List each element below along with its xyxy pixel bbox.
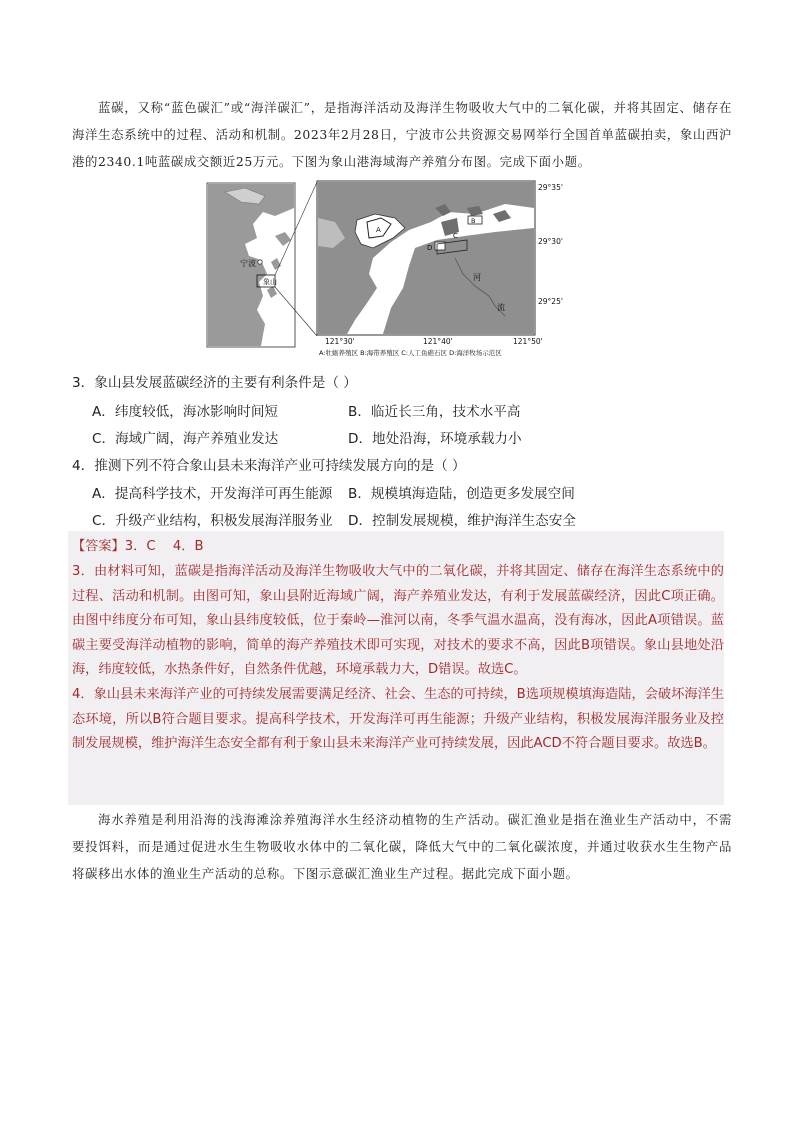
river-label-1: 河	[473, 273, 481, 282]
main-map	[317, 181, 535, 335]
question-4-option-d: D．控制发展规模，维护海洋生态安全	[348, 513, 576, 529]
inset-label-xiangshan: 象山	[263, 278, 277, 286]
intro-paragraph: 蓝碳，又称“蓝色碳汇”或“海洋碳汇”，是指海洋活动及海洋生物吸收大气中的二氧化碳，并将其固定、储存在海洋生态系统中的过程、活动和机制。2023年2月28日，宁波市公共资源交易网举行全国首单蓝碳拍卖，象山西沪港的2340.1吨蓝碳成交额近25万元。下图为象山港海域海产养殖分布图。完成下面小题。	[72, 100, 732, 169]
map-figure	[205, 178, 589, 362]
question-4-option-c: C．升级产业结构，积极发展海洋服务业	[92, 513, 333, 529]
question-3-option-b: B．临近长三角，技术水平高	[348, 404, 521, 420]
question-3-stem: 3．象山县发展蓝碳经济的主要有利条件是（ ）	[72, 375, 357, 391]
answer-explanation-3: 3．由材料可知，蓝碳是指海洋活动及海洋生物吸收大气中的二氧化碳，并将其固定、储存在海洋生态系统中的过程、活动和机制。由图可知，象山县附近海域广阔，海产养殖业发达，有利于发展蓝碳经济，因此C项正确。由图中纬度分布可知，象山县纬度较低，位于秦岭—淮河以南，冬季气温水温高，没有海冰，因此A项错误。蓝碳主要受海洋动植物的影响，简单的海产养殖技术即可实现，对技术的要求不高，因此B项错误。象山县地处沿海，纬度较低，水热条件好，自然条件优越，环境承载力大，D错误。故选C。	[72, 564, 724, 678]
question-3-option-d: D．地处沿海，环境承载力小	[348, 431, 522, 447]
question-3-option-c: C．海域广阔，海产养殖业发达	[92, 431, 279, 447]
question-4-option-a: A．提高科学技术，开发海洋可再生能源	[92, 486, 333, 502]
zone-label-a: A	[376, 226, 381, 234]
zone-label-b: B	[471, 217, 476, 225]
zone-label-d: D	[427, 244, 433, 252]
river-label-2: 流	[497, 303, 505, 312]
lon-label-3: 121°50'	[513, 337, 543, 346]
next-section-paragraph: 海水养殖是利用沿海的浅海滩涂养殖海洋水生经济动植物的生产活动。碳汇渔业是指在渔业生产活动中，不需要投饵料，而是通过促进水生生物吸收水体中的二氧化碳，降低大气中的二氧化碳浓度，并通过收获水生生物产品将碳移出水体的渔业生产活动的总称。下图示意碳汇渔业生产过程。据此完成下面小题。	[72, 812, 732, 881]
question-3-option-a: A．纬度较低，海冰影响时间短	[92, 404, 279, 420]
question-4-option-b: B．规模填海造陆，创造更多发展空间	[348, 486, 575, 502]
map-legend: A:牡蛎养殖区 B:海带养殖区 C:人工鱼礁石区 D:海洋牧场示范区	[319, 349, 502, 357]
zone-label-c: C	[453, 232, 458, 240]
lat-label-3: 29°25'	[538, 297, 563, 306]
lat-label-2: 29°30'	[538, 237, 563, 246]
lat-label-1: 29°35'	[538, 183, 563, 192]
inset-map	[207, 182, 317, 347]
answer-explanation	[72, 560, 724, 757]
lon-label-1: 121°30'	[325, 337, 355, 346]
inset-label-ningbo: 宁波	[240, 259, 256, 268]
lon-label-2: 121°40'	[423, 337, 453, 346]
answer-explanation-4: 4．象山县未来海洋产业的可持续发展需要满足经济、社会、生态的可持续，B选项规模填海造陆，会破坏海洋生态环境，所以B符合题目要求。提高科学技术，开发海洋可再生能源；升级产业结构，积极发展海洋服务业及控制发展规模，维护海洋生态安全都有利于象山县未来海洋产业可持续发展，因此ACD不符合题目要求。故选B。	[72, 686, 724, 752]
answer-heading: 【答案】3．C 4．B	[72, 539, 204, 554]
question-4-stem: 4．推测下列不符合象山县未来海洋产业可持续发展方向的是（ ）	[72, 458, 466, 474]
